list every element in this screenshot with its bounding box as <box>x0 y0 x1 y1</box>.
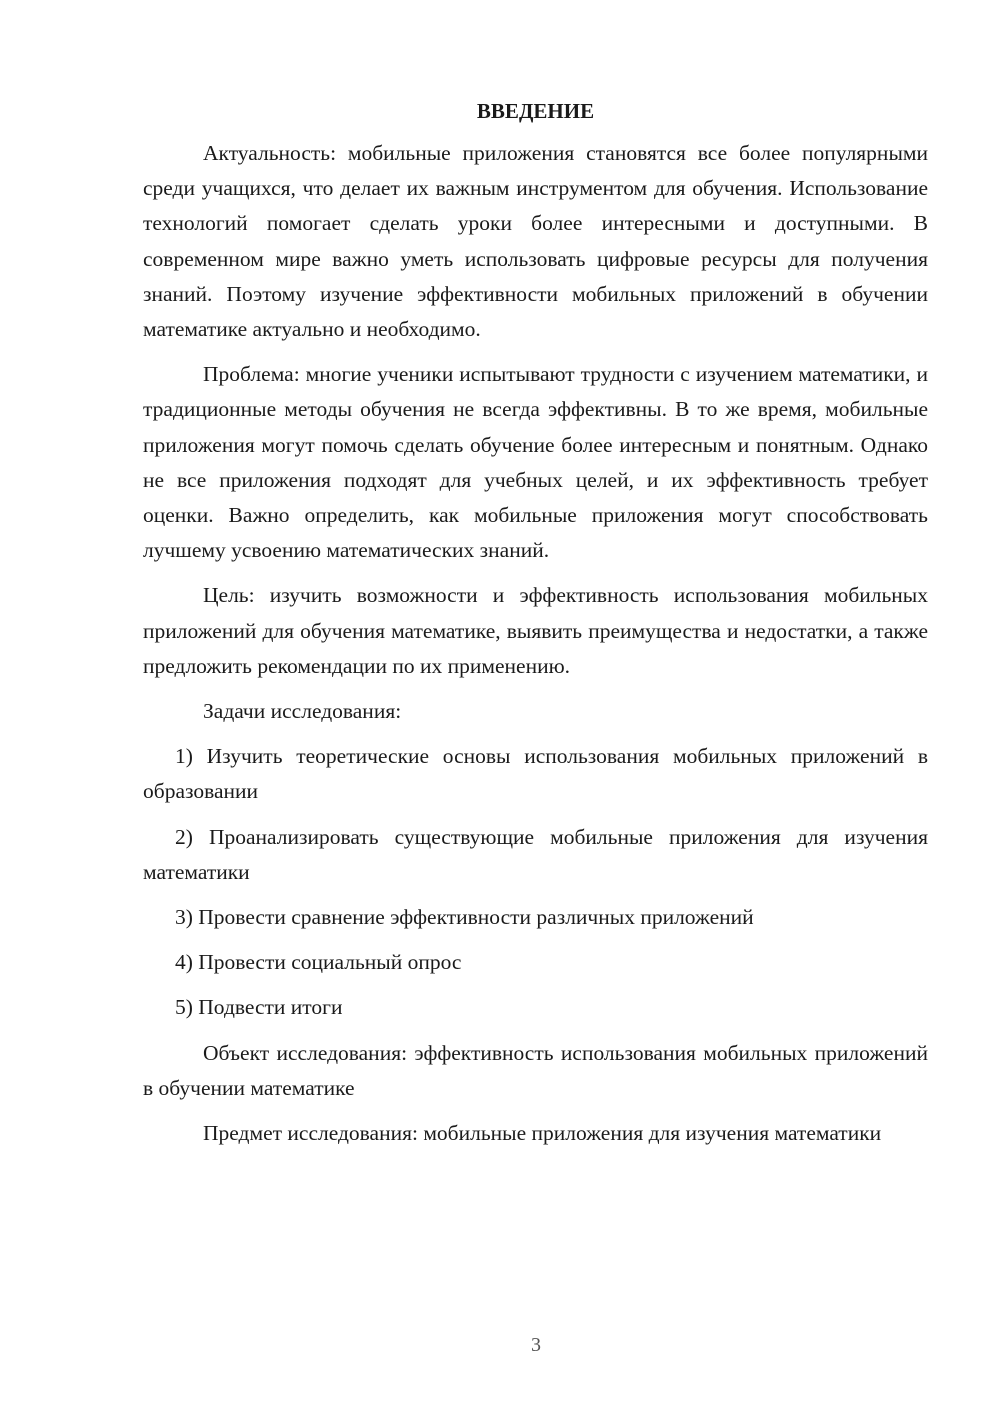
page-number: 3 <box>531 1334 541 1356</box>
research-object-paragraph: Объект исследования: эффективность использования мобильных приложений в обучении математике <box>143 1040 928 1100</box>
page-content <box>143 96 928 1161</box>
research-subject-paragraph: Предмет исследования: мобильные приложения для изучения математики <box>203 1121 882 1146</box>
task-item-1: 1) Изучить теоретические основы использования мобильных приложений в образовании <box>143 744 928 804</box>
section-title: ВВЕДЕНИЕ <box>476 99 595 123</box>
tasks-heading: Задачи исследования: <box>203 699 402 724</box>
task-item-4: 4) Провести социальный опрос <box>175 950 462 975</box>
task-item-5: 5) Подвести итоги <box>175 995 343 1020</box>
goal-paragraph: Цель: изучить возможности и эффективность использования мобильных приложений для обучения математике, выявить преимущества и недостатки, а также предложить рекомендации по их применению. <box>143 583 928 678</box>
task-item-3: 3) Провести сравнение эффективности различных приложений <box>175 905 754 930</box>
problem-paragraph: Проблема: многие ученики испытывают трудности с изучением математики, и традиционные методы обучения не всегда эффективны. В то же время, мобильные приложения могут помочь сделать обучение более интересным и понятным. Однако не все приложения подходят для учебных целей, и их эффективность требует оценки. Важно определить, как мобильные приложения могут способствовать лучшему усвоению математических знаний. <box>143 362 928 563</box>
task-item-2: 2) Проанализировать существующие мобильные приложения для изучения математики <box>143 824 928 884</box>
relevance-paragraph: Актуальность: мобильные приложения становятся все более популярными среди учащихся, что делает их важным инструментом для обучения. Использование технологий помогает сделать уроки более интересными и доступными. В современном мире важно уметь использовать цифровые ресурсы для получения знаний. Поэтому изучение эффективности мобильных приложений в обучении математике актуально и необходимо. <box>143 141 928 342</box>
